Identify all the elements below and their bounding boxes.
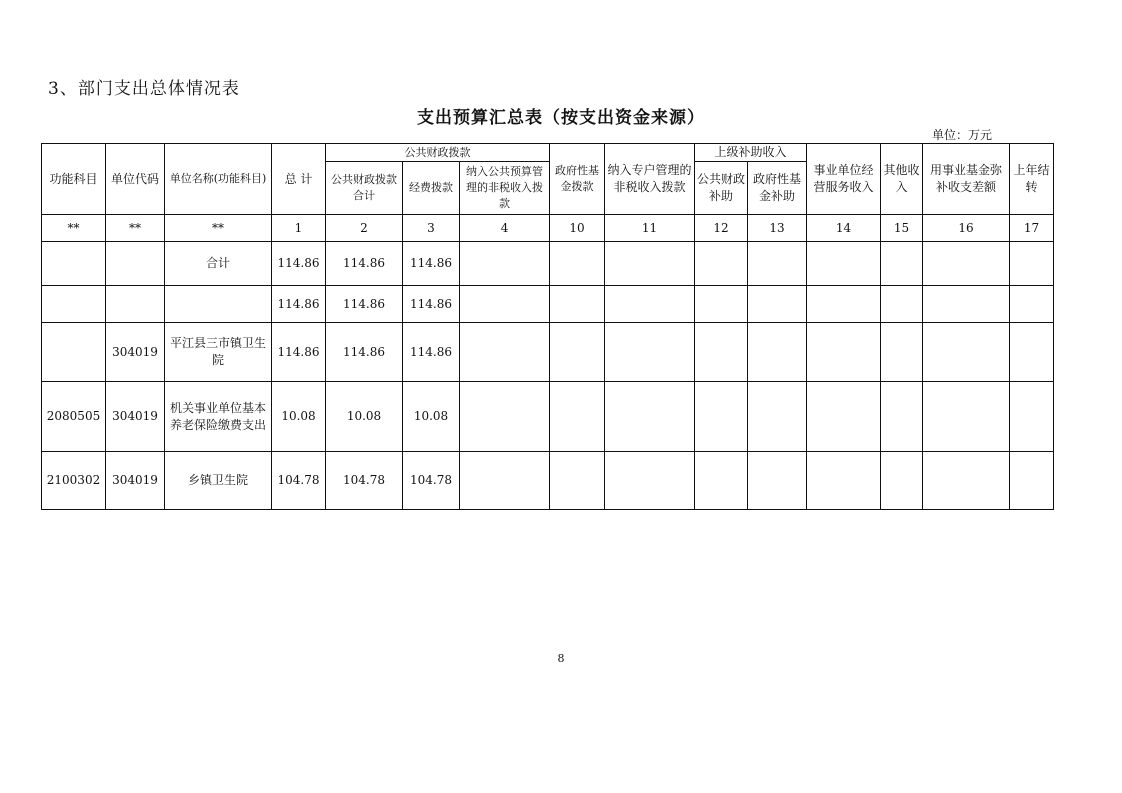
empty-cell (748, 382, 807, 452)
index-cell: ** (165, 215, 272, 242)
empty-cell (460, 242, 550, 286)
public-finance-total-cell: 114.86 (326, 242, 403, 286)
empty-cell (605, 323, 695, 382)
header-nontax-special: 纳入专户管理的非税收入拨款 (605, 144, 695, 215)
index-cell: 16 (923, 215, 1010, 242)
index-cell: ** (106, 215, 165, 242)
table-row (42, 242, 1054, 286)
expense-allocation-cell: 10.08 (403, 382, 460, 452)
empty-cell (550, 286, 605, 323)
index-cell: 10 (550, 215, 605, 242)
empty-cell (748, 452, 807, 510)
header-expense-allocation: 经费拨款 (403, 162, 460, 215)
empty-cell (460, 323, 550, 382)
empty-cell (881, 382, 923, 452)
public-finance-total-cell: 114.86 (326, 286, 403, 323)
func-code-cell (42, 323, 106, 382)
public-finance-total-cell: 104.78 (326, 452, 403, 510)
table-row (42, 452, 1054, 510)
empty-cell (550, 242, 605, 286)
index-row (42, 215, 1054, 242)
header-public-finance-total: 公共财政拨款合计 (326, 162, 403, 215)
empty-cell (807, 382, 881, 452)
total-cell: 104.78 (272, 452, 326, 510)
header-public-finance-group: 公共财政拨款 (326, 144, 550, 162)
empty-cell (923, 382, 1010, 452)
table-title: 支出预算汇总表（按支出资金来源） (417, 108, 705, 128)
index-cell: 15 (881, 215, 923, 242)
empty-cell (460, 286, 550, 323)
empty-cell (881, 323, 923, 382)
header-unit-name: 单位名称(功能科目) (165, 144, 272, 215)
header-public-finance-subsidy: 公共财政补助 (695, 162, 748, 215)
budget-summary-table (41, 143, 1054, 510)
header-row-top (42, 144, 1054, 162)
empty-cell (923, 242, 1010, 286)
empty-cell (881, 286, 923, 323)
empty-cell (695, 323, 748, 382)
index-cell: 11 (605, 215, 695, 242)
unit-name-cell: 乡镇卫生院 (165, 452, 272, 510)
empty-cell (605, 452, 695, 510)
unit-code-cell (106, 286, 165, 323)
empty-cell (695, 242, 748, 286)
header-fund-balance: 用事业基金弥补收支差额 (923, 144, 1010, 215)
expense-allocation-cell: 114.86 (403, 286, 460, 323)
empty-cell (923, 323, 1010, 382)
total-cell: 114.86 (272, 286, 326, 323)
total-cell: 10.08 (272, 382, 326, 452)
index-cell: 13 (748, 215, 807, 242)
index-cell: 12 (695, 215, 748, 242)
empty-cell (460, 382, 550, 452)
unit-name-cell (165, 286, 272, 323)
index-cell: 14 (807, 215, 881, 242)
expense-allocation-cell: 114.86 (403, 242, 460, 286)
unit-code-cell: 304019 (106, 452, 165, 510)
index-cell: ** (42, 215, 106, 242)
empty-cell (807, 286, 881, 323)
expense-allocation-cell: 104.78 (403, 452, 460, 510)
unit-code-cell: 304019 (106, 323, 165, 382)
header-func-code: 功能科目 (42, 144, 106, 215)
expense-allocation-cell: 114.86 (403, 323, 460, 382)
table-row (42, 286, 1054, 323)
header-total: 总 计 (272, 144, 326, 215)
empty-cell (695, 452, 748, 510)
index-cell: 3 (403, 215, 460, 242)
func-code-cell (42, 242, 106, 286)
empty-cell (695, 286, 748, 323)
unit-code-cell (106, 242, 165, 286)
empty-cell (695, 382, 748, 452)
empty-cell (807, 452, 881, 510)
empty-cell (605, 286, 695, 323)
empty-cell (1010, 452, 1054, 510)
empty-cell (550, 452, 605, 510)
empty-cell (460, 452, 550, 510)
header-prior-year: 上年结转 (1010, 144, 1054, 215)
header-superior-subsidy-group: 上级补助收入 (695, 144, 807, 162)
unit-label: 单位：万元 (932, 128, 993, 142)
table-row (42, 382, 1054, 452)
func-code-cell: 2100302 (42, 452, 106, 510)
empty-cell (807, 323, 881, 382)
header-other-income: 其他收入 (881, 144, 923, 215)
empty-cell (1010, 323, 1054, 382)
empty-cell (605, 382, 695, 452)
header-gov-fund: 政府性基金拨款 (550, 144, 605, 215)
empty-cell (923, 286, 1010, 323)
public-finance-total-cell: 114.86 (326, 323, 403, 382)
empty-cell (1010, 382, 1054, 452)
unit-name-cell: 机关事业单位基本养老保险缴费支出 (165, 382, 272, 452)
empty-cell (923, 452, 1010, 510)
unit-name-cell: 平江县三市镇卫生院 (165, 323, 272, 382)
total-cell: 114.86 (272, 242, 326, 286)
header-nontax-public: 纳入公共预算管理的非税收入拨款 (460, 162, 550, 215)
index-cell: 17 (1010, 215, 1054, 242)
empty-cell (881, 242, 923, 286)
total-cell: 114.86 (272, 323, 326, 382)
header-business-service: 事业单位经营服务收入 (807, 144, 881, 215)
empty-cell (748, 323, 807, 382)
empty-cell (881, 452, 923, 510)
empty-cell (1010, 242, 1054, 286)
empty-cell (807, 242, 881, 286)
page-number: 8 (557, 652, 565, 665)
empty-cell (1010, 286, 1054, 323)
public-finance-total-cell: 10.08 (326, 382, 403, 452)
index-cell: 4 (460, 215, 550, 242)
func-code-cell: 2080505 (42, 382, 106, 452)
empty-cell (550, 323, 605, 382)
index-cell: 1 (272, 215, 326, 242)
index-cell: 2 (326, 215, 403, 242)
table-row (42, 323, 1054, 382)
section-heading: 3、部门支出总体情况表 (48, 79, 240, 99)
header-unit-code: 单位代码 (106, 144, 165, 215)
func-code-cell (42, 286, 106, 323)
unit-name-cell: 合计 (165, 242, 272, 286)
empty-cell (748, 242, 807, 286)
unit-code-cell: 304019 (106, 382, 165, 452)
header-gov-fund-subsidy: 政府性基金补助 (748, 162, 807, 215)
empty-cell (748, 286, 807, 323)
empty-cell (605, 242, 695, 286)
empty-cell (550, 382, 605, 452)
